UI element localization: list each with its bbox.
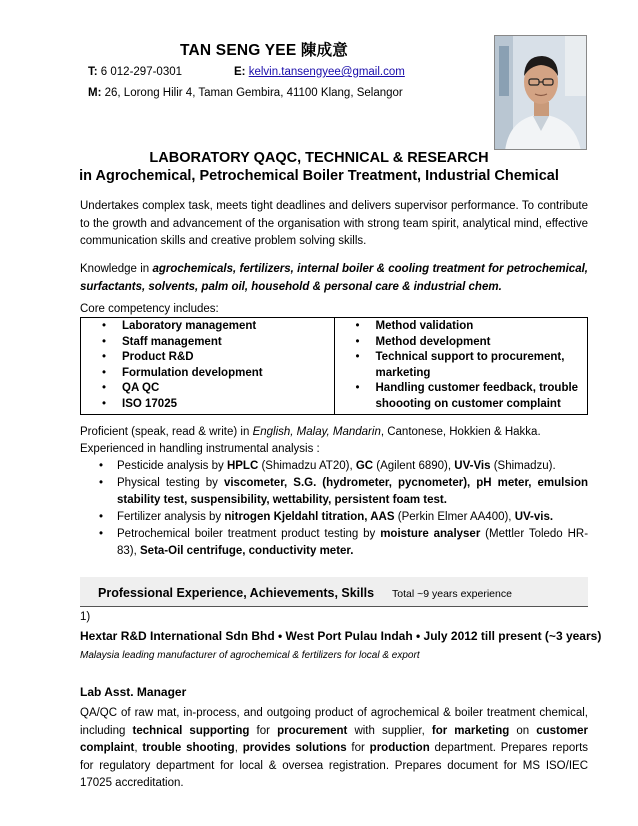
desc-text: , bbox=[134, 742, 143, 754]
item-text: (Perkin Elmer AA400), bbox=[394, 511, 515, 523]
instrumental-intro: Experienced in handling instrumental analysis : bbox=[80, 443, 320, 455]
core-intro: Core competency includes: bbox=[80, 303, 219, 315]
core-item: • Handling customer feedback, trouble shoooting on customer complaint bbox=[339, 381, 584, 412]
job-tagline: Malaysia leading manufacturer of agrochemical & fertilizers for local & export bbox=[80, 650, 420, 661]
job-company: Hextar R&D International Sdn Bhd • West Port Pulau Indah • July 2012 till present (~3 years) bbox=[80, 629, 602, 643]
profile-photo bbox=[494, 35, 587, 150]
desc-text: QA/QC of raw mat, in-process, and outgoing product of agrochemical & boiler treatment chemical, including bbox=[80, 707, 588, 737]
address-label: M: bbox=[88, 87, 102, 99]
email-line bbox=[234, 66, 405, 78]
experience-section-header bbox=[80, 577, 588, 607]
core-item: • Method development bbox=[339, 335, 584, 351]
list-item bbox=[80, 475, 588, 509]
item-text: (Shimadzu AT20), bbox=[258, 460, 356, 472]
item-bold: HPLC bbox=[226, 460, 259, 472]
item-text: (Agilent 6890), bbox=[373, 460, 455, 472]
section-title: Professional Experience, Achievements, Skills bbox=[98, 586, 375, 600]
email-link[interactable]: kelvin.tansengyee@gmail.com bbox=[248, 66, 405, 78]
email-label: E: bbox=[234, 66, 246, 78]
desc-bold: for marketing bbox=[431, 724, 510, 737]
section-subtitle: Total ~9 years experience bbox=[392, 588, 512, 600]
item-bold: nitrogen Kjeldahl titration, AAS bbox=[224, 511, 395, 523]
core-item: • QA QC bbox=[85, 381, 330, 397]
languages-written: English, Malay, Mandarin bbox=[252, 426, 381, 438]
item-bold: UV-Vis bbox=[454, 460, 491, 472]
job-description bbox=[80, 705, 588, 793]
item-text: Pesticide analysis by bbox=[117, 460, 227, 472]
item-text: Physical testing by bbox=[117, 477, 224, 489]
list-item bbox=[80, 526, 588, 560]
phone-label: T: bbox=[88, 66, 98, 78]
desc-text: department. Prepares reports for regulatory department for local & oversea registration. Prepares document for MS ISO/IEC 17025 accreditation. bbox=[80, 742, 589, 789]
knowledge-prefix: Knowledge in bbox=[80, 263, 153, 275]
desc-bold: production bbox=[369, 742, 430, 754]
core-left-column bbox=[81, 318, 335, 415]
phone-line bbox=[88, 66, 182, 78]
item-text: (Shimadzu). bbox=[490, 460, 556, 472]
desc-bold: provides solutions bbox=[242, 742, 347, 754]
item-text: (Mettler Toledo HR-83), bbox=[117, 528, 589, 557]
core-item: • Laboratory management bbox=[85, 319, 330, 335]
desc-text: , bbox=[234, 742, 243, 754]
core-item: • Staff management bbox=[85, 335, 330, 351]
desc-bold: procurement bbox=[277, 724, 348, 737]
summary-paragraph: Undertakes complex task, meets tight deadlines and delivers supervisor performance. To contribute to the growth and advancement of the organisation with strong team spirit, analytical mind, effective communication skills and creative problem solving skills. bbox=[80, 200, 588, 247]
desc-bold: technical supporting bbox=[132, 724, 250, 737]
headline-title: LABORATORY QAQC, TECHNICAL & RESEARCH bbox=[149, 150, 489, 166]
list-item bbox=[80, 509, 588, 526]
item-bold: UV-vis. bbox=[514, 511, 554, 523]
desc-text: with supplier, bbox=[347, 724, 432, 737]
desc-text: for bbox=[249, 724, 278, 737]
core-item: • Formulation development bbox=[85, 366, 330, 382]
item-bold: viscometer, S.G. (hydrometer, pycnometer), pH meter, emulsion stability test, suspensibility, wettability, persistent foam test. bbox=[117, 477, 589, 506]
core-competency-table bbox=[80, 317, 588, 415]
job-role: Lab Asst. Manager bbox=[80, 685, 187, 699]
core-item: • Product R&D bbox=[85, 350, 330, 366]
instrumental-list bbox=[80, 458, 588, 560]
desc-text: on bbox=[509, 724, 537, 737]
desc-bold: trouble shooting bbox=[142, 742, 235, 754]
phone-number: 6 012-297-0301 bbox=[100, 66, 183, 78]
languages-suffix: , Cantonese, Hokkien & Hakka. bbox=[380, 426, 541, 438]
languages-line bbox=[80, 424, 588, 442]
item-bold: moisture analyser bbox=[380, 528, 481, 540]
job-index: 1) bbox=[80, 611, 91, 623]
core-item: • Method validation bbox=[339, 319, 584, 335]
languages-prefix: Proficient (speak, read & write) in bbox=[80, 426, 253, 438]
name-chinese: 陳成意 bbox=[300, 42, 349, 59]
headline-subtitle: in Agrochemical, Petrochemical Boiler Treatment, Industrial Chemical bbox=[79, 168, 559, 184]
item-bold: GC bbox=[355, 460, 374, 472]
knowledge-paragraph bbox=[80, 261, 588, 296]
address-line bbox=[88, 87, 403, 99]
item-bold: Seta-Oil centrifuge, conductivity meter. bbox=[140, 545, 354, 557]
candidate-name bbox=[180, 38, 348, 60]
item-text: Petrochemical boiler treatment product testing by bbox=[117, 528, 381, 540]
desc-text: for bbox=[346, 742, 370, 754]
knowledge-areas: agrochemicals, fertilizers, internal boiler & cooling treatment for petrochemical, surfactants, solvents, palm oil, household & personal care & industrial chem. bbox=[80, 263, 588, 293]
core-item: • ISO 17025 bbox=[85, 397, 330, 413]
desc-bold: customer complaint bbox=[80, 724, 589, 754]
core-right-column bbox=[334, 318, 588, 415]
address-text: 26, Lorong Hilir 4, Taman Gembira, 41100 Klang, Selangor bbox=[104, 87, 403, 99]
core-item: • Technical support to procurement, marketing bbox=[339, 350, 584, 381]
name-latin: TAN SENG YEE bbox=[180, 42, 297, 59]
item-text: Fertilizer analysis by bbox=[117, 511, 225, 523]
list-item bbox=[80, 458, 588, 475]
